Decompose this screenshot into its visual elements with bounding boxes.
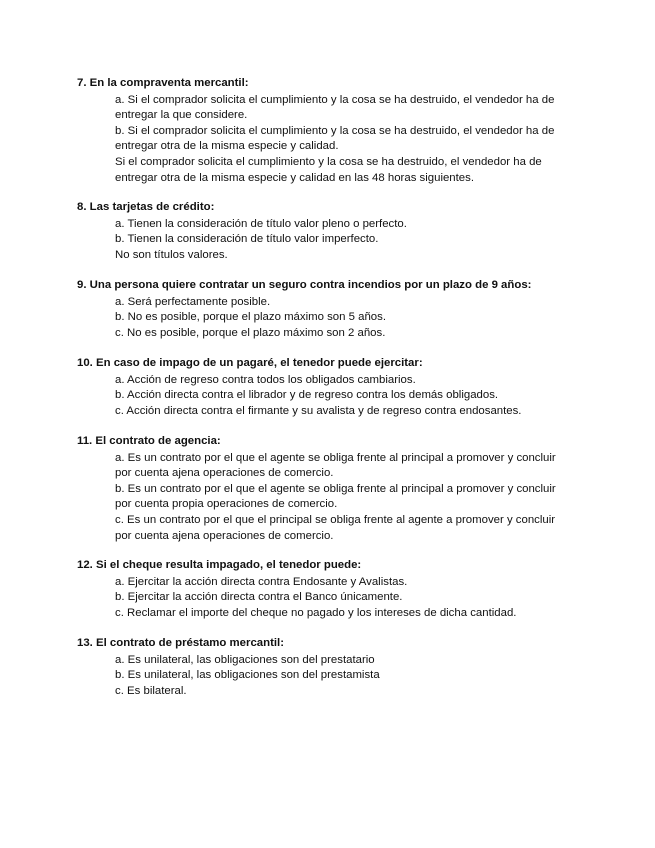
- option-list: [77, 575, 577, 622]
- question-title: 8. Las tarjetas de crédito:: [77, 201, 215, 213]
- option-list: [77, 93, 577, 187]
- option-list: [77, 451, 577, 545]
- option-b: b. Es unilateral, las obligaciones son del prestamista: [115, 669, 380, 682]
- option-a: a. Tienen la consideración de título valor pleno o perfecto.: [115, 217, 407, 230]
- option-c: c. No es posible, porque el plazo máximo son 2 años.: [115, 326, 386, 339]
- option-b: b. No es posible, porque el plazo máximo son 5 años.: [115, 311, 387, 324]
- option-list: [77, 217, 577, 264]
- question-13: [77, 636, 577, 699]
- option-c: c. Acción directa contra el firmante y su avalista y de regreso contra endosantes.: [115, 404, 522, 417]
- question-title: 9. Una persona quiere contratar un seguro contra incendios por un plazo de 9 años:: [77, 279, 532, 291]
- option-a: a. Es un contrato por el que el agente se obliga frente al principal a promover y concluir por cuenta ajena operaciones de comercio.: [115, 451, 556, 480]
- question-title: 7. En la compraventa mercantil:: [77, 77, 249, 89]
- option-c: No son títulos valores.: [115, 248, 228, 261]
- option-list: [77, 295, 577, 342]
- option-a: a. Será perfectamente posible.: [115, 295, 271, 308]
- question-title: 11. El contrato de agencia:: [77, 435, 221, 447]
- question-9: [77, 278, 577, 341]
- option-a: a. Es unilateral, las obligaciones son del prestatario: [115, 653, 375, 666]
- question-12: [77, 558, 577, 621]
- option-list: [77, 373, 577, 420]
- question-7: [77, 76, 577, 186]
- question-8: [77, 200, 577, 263]
- question-11: [77, 434, 577, 544]
- option-b: b. Tienen la consideración de título valor imperfecto.: [115, 233, 379, 246]
- option-b: b. Ejercitar la acción directa contra el Banco únicamente.: [115, 591, 403, 604]
- question-title: 13. El contrato de préstamo mercantil:: [77, 637, 284, 649]
- option-c: c. Es un contrato por el que el principal se obliga frente al agente a promover y concluir por cuenta ajena operaciones de comercio.: [115, 513, 556, 542]
- question-title: 12. Si el cheque resulta impagado, el tenedor puede:: [77, 559, 362, 571]
- option-c: c. Reclamar el importe del cheque no pagado y los intereses de dicha cantidad.: [115, 606, 517, 619]
- question-10: [77, 356, 577, 419]
- option-a: a. Ejercitar la acción directa contra Endosante y Avalistas.: [115, 575, 408, 588]
- option-b: b. Acción directa contra el librador y de regreso contra los demás obligados.: [115, 389, 499, 402]
- option-a: a. Si el comprador solicita el cumplimiento y la cosa se ha destruido, el vendedor ha de entregar la que considere.: [115, 93, 555, 122]
- option-c: Si el comprador solicita el cumplimiento y la cosa se ha destruido, el vendedor ha de entregar otra de la misma especie y calidad en las 48 horas siguientes.: [115, 155, 542, 184]
- option-b: b. Si el comprador solicita el cumplimiento y la cosa se ha destruido, el vendedor ha de entregar otra de la misma especie y calidad.: [115, 124, 555, 153]
- question-title: 10. En caso de impago de un pagaré, el tenedor puede ejercitar:: [77, 357, 423, 369]
- option-a: a. Acción de regreso contra todos los obligados cambiarios.: [115, 373, 416, 386]
- option-list: [77, 653, 577, 700]
- option-c: c. Es bilateral.: [115, 684, 187, 697]
- option-b: b. Es un contrato por el que el agente se obliga frente al principal a promover y concluir por cuenta propia operaciones de comercio.: [115, 482, 556, 511]
